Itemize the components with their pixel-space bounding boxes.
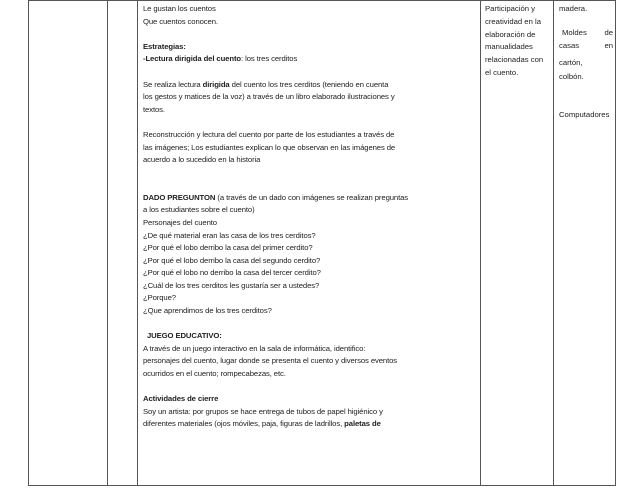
resource-line: colbón. — [559, 72, 584, 82]
paragraph-line: las imágenes; Los estudiantes explican lo que observan en las imágenes de — [143, 142, 396, 152]
question-line: ¿Por qué el lobo derribo la casa del primer cerdito? — [143, 243, 313, 253]
paragraph-line: textos. — [143, 104, 165, 114]
text-span: casas — [559, 40, 580, 50]
strategies-heading: Estrategias: — [143, 41, 186, 51]
resource-line: cartón, — [559, 57, 583, 67]
bold-span: paletas de — [344, 419, 381, 429]
paragraph-line: los gestos y matices de la voz) a través de un libro elaborado ilustraciones y — [143, 92, 395, 102]
empty-column-2 — [108, 1, 138, 486]
evaluation-text: Participación y creatividad en la elaboración de manualidades relacionadas con el cuento. — [485, 4, 544, 77]
evaluation-cell — [481, 1, 554, 486]
question-line: ¿Por qué el lobo no derribo la casa del tercer cerdito? — [143, 268, 321, 278]
question-line: ¿Cuál de los tres cerditos les gustaría ser a ustedes? — [143, 280, 320, 290]
guided-reading-rest: : los tres cerditos — [241, 54, 298, 64]
lesson-plan-table — [28, 0, 616, 486]
text-span: del cuento los tres cerditos (teniendo en cuenta — [229, 79, 389, 89]
dado-line: a los estudiantes sobre el cuento) — [143, 205, 255, 215]
guided-reading-label: -Lectura dirigida del cuento — [143, 54, 242, 64]
resource-line: Computadores — [559, 110, 610, 120]
closing-line — [143, 418, 476, 431]
question-line: ¿Porque? — [143, 293, 176, 303]
game-line: personajes del cuento, lugar donde se presenta el cuento y diversos eventos — [143, 356, 398, 366]
dado-line — [143, 192, 476, 205]
text-span: Moldes — [562, 28, 587, 38]
resource-line: madera. — [559, 4, 588, 13]
closing-line: Soy un artista: por grupos se hace entrega de tubos de papel higiénico y — [143, 406, 383, 416]
intro-line: Que cuentos conocen. — [143, 16, 218, 26]
paragraph-line — [143, 79, 476, 92]
activities-cell — [138, 1, 481, 486]
intro-line: Le gustan los cuentos — [143, 4, 216, 13]
resources-cell — [554, 1, 616, 486]
table-row — [29, 1, 616, 486]
bold-span: dirigida — [202, 79, 230, 89]
educational-game-heading: JUEGO EDUCATIVO: — [147, 331, 222, 341]
paragraph-line: acuerdo a lo sucedido en la historia — [143, 155, 261, 165]
question-line: ¿De qué material eran las casa de los tres cerditos? — [143, 230, 316, 240]
game-line: A través de un juego interactivo en la sala de informática, identifico: — [143, 343, 366, 353]
text-span: en — [604, 40, 613, 50]
game-line: ocurridos en el cuento; rompecabezas, etc. — [143, 369, 286, 379]
text-span: Se realiza lectura — [143, 79, 203, 89]
resource-line — [559, 27, 613, 39]
text-span: de — [604, 28, 613, 38]
paragraph-line: Reconstrucción y lectura del cuento por parte de los estudiantes a través de — [143, 129, 395, 139]
dado-line: Personajes del cuento — [143, 217, 217, 227]
text-span: diferentes materiales (ojos móviles, paja, figuras de ladrillos, — [143, 419, 345, 429]
dado-rest: (a través de un dado con imágenes se realizan preguntas — [215, 192, 409, 202]
question-line: ¿Que aprendimos de los tres cerditos? — [143, 306, 272, 316]
resource-line — [559, 40, 613, 52]
question-line: ¿Por qué el lobo derribo la casa del segundo cerdito? — [143, 255, 321, 265]
dado-label: DADO PREGUNTON — [143, 192, 216, 202]
empty-column-1 — [29, 1, 108, 486]
guided-reading-line — [143, 53, 476, 66]
closing-activities-heading: Actividades de cierre — [143, 394, 219, 404]
